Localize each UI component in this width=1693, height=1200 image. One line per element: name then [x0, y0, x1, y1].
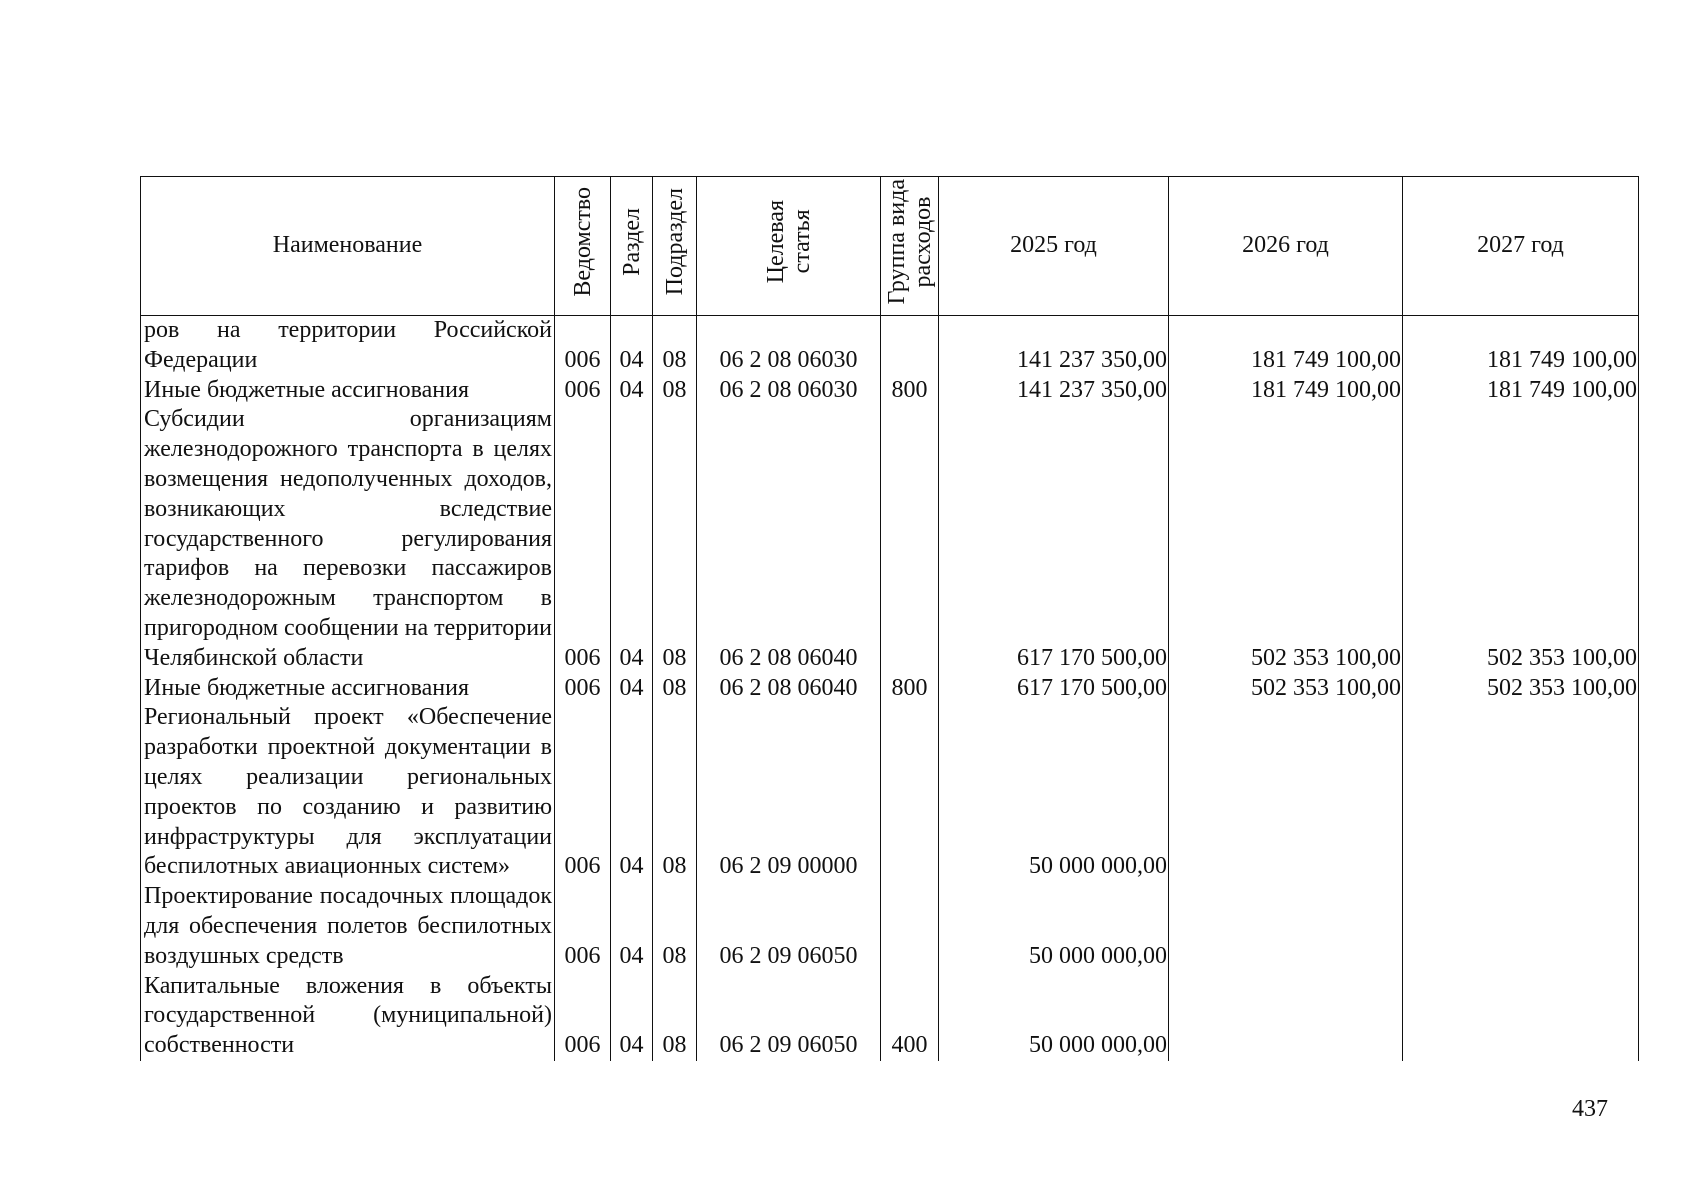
- header-name-label: Наименование: [272, 232, 423, 259]
- cell-name: Проектирование посадочных площадок для обеспечения полетов беспилотных воздушных средств: [141, 882, 555, 971]
- cell-vedomstvo: 006: [555, 674, 611, 704]
- cell-year-2025: 141 237 350,00: [939, 316, 1169, 376]
- cell-year-2026: [1169, 882, 1403, 971]
- cell-vedomstvo: 006: [555, 405, 611, 673]
- cell-razdel: 04: [611, 376, 653, 406]
- header-year-2026-label: 2026 год: [1242, 232, 1329, 259]
- header-razdel: [611, 177, 653, 316]
- cell-name: Региональный проект «Обеспечение разработки проектной документации в целях реализации региональных проектов по созданию и развитию инфраструктуры для эксплуатации беспилотных авиационных систем»: [141, 703, 555, 882]
- table-row: [141, 882, 1639, 971]
- cell-vedomstvo: 006: [555, 316, 611, 376]
- cell-gruppa: [881, 405, 939, 673]
- cell-year-2027: [1403, 882, 1639, 971]
- header-year-2027: [1403, 177, 1639, 316]
- cell-razdel: 04: [611, 703, 653, 882]
- cell-year-2025: 141 237 350,00: [939, 376, 1169, 406]
- cell-gruppa: 800: [881, 674, 939, 704]
- cell-tselevaya-statya: 06 2 08 06030: [697, 376, 881, 406]
- header-name: [141, 177, 555, 316]
- cell-year-2026: [1169, 703, 1403, 882]
- table-row: [141, 674, 1639, 704]
- cell-name: Иные бюджетные ассигнования: [141, 674, 555, 704]
- cell-year-2025: 617 170 500,00: [939, 405, 1169, 673]
- cell-razdel: 04: [611, 882, 653, 971]
- cell-razdel: 04: [611, 674, 653, 704]
- header-podrazdel-label: Подраздел: [661, 187, 688, 296]
- cell-razdel: 04: [611, 405, 653, 673]
- cell-year-2026: 502 353 100,00: [1169, 405, 1403, 673]
- cell-year-2027: 502 353 100,00: [1403, 674, 1639, 704]
- cell-year-2025: 50 000 000,00: [939, 882, 1169, 971]
- table-row: [141, 405, 1639, 673]
- cell-vedomstvo: 006: [555, 882, 611, 971]
- header-year-2025: [939, 177, 1169, 316]
- cell-podrazdel: 08: [653, 405, 697, 673]
- cell-year-2026: 181 749 100,00: [1169, 376, 1403, 406]
- cell-tselevaya-statya: 06 2 09 06050: [697, 882, 881, 971]
- cell-tselevaya-statya: 06 2 08 06040: [697, 674, 881, 704]
- header-vedomstvo-label: Ведомство: [569, 186, 596, 297]
- header-year-2027-label: 2027 год: [1477, 232, 1564, 259]
- budget-table: [140, 176, 1639, 1061]
- header-year-2025-label: 2025 год: [1010, 232, 1097, 259]
- header-podrazdel: [653, 177, 697, 316]
- cell-year-2026: [1169, 972, 1403, 1061]
- cell-year-2027: 181 749 100,00: [1403, 376, 1639, 406]
- header-gruppa-label: Группа вида расходов: [883, 178, 936, 305]
- cell-podrazdel: 08: [653, 376, 697, 406]
- header-vedomstvo: [555, 177, 611, 316]
- page-number: 437: [1572, 1096, 1608, 1122]
- cell-gruppa: [881, 703, 939, 882]
- cell-gruppa: [881, 882, 939, 971]
- header-tselevaya-statya-label: Целевая статья: [762, 199, 815, 284]
- cell-name: ров на территории Российской Федерации: [141, 316, 555, 376]
- header-razdel-label: Раздел: [618, 207, 645, 276]
- header-tselevaya-statya: [697, 177, 881, 316]
- cell-gruppa: 400: [881, 972, 939, 1061]
- cell-vedomstvo: 006: [555, 376, 611, 406]
- cell-gruppa: [881, 316, 939, 376]
- cell-vedomstvo: 006: [555, 972, 611, 1061]
- cell-year-2027: 502 353 100,00: [1403, 405, 1639, 673]
- cell-name: Иные бюджетные ассигнования: [141, 376, 555, 406]
- cell-tselevaya-statya: 06 2 08 06040: [697, 405, 881, 673]
- cell-tselevaya-statya: 06 2 09 00000: [697, 703, 881, 882]
- cell-year-2025: 50 000 000,00: [939, 703, 1169, 882]
- cell-razdel: 04: [611, 316, 653, 376]
- cell-name: Субсидии организациям железнодорожного транспорта в целях возмещения недополученных доходов, возникающих вследствие государственного регулирования тарифов на перевозки пассажиров железнодорожным транспортом в пригородном сообщении на территории Челябинской области: [141, 405, 555, 673]
- table-row: [141, 376, 1639, 406]
- cell-vedomstvo: 006: [555, 703, 611, 882]
- cell-year-2025: 617 170 500,00: [939, 674, 1169, 704]
- table-row: [141, 316, 1639, 376]
- cell-year-2027: 181 749 100,00: [1403, 316, 1639, 376]
- cell-podrazdel: 08: [653, 972, 697, 1061]
- cell-year-2025: 50 000 000,00: [939, 972, 1169, 1061]
- cell-year-2027: [1403, 703, 1639, 882]
- cell-tselevaya-statya: 06 2 08 06030: [697, 316, 881, 376]
- cell-podrazdel: 08: [653, 703, 697, 882]
- cell-podrazdel: 08: [653, 674, 697, 704]
- header-year-2026: [1169, 177, 1403, 316]
- table-row: [141, 703, 1639, 882]
- cell-podrazdel: 08: [653, 316, 697, 376]
- header-gruppa: [881, 177, 939, 316]
- cell-name: Капитальные вложения в объекты государственной (муниципальной) собственности: [141, 972, 555, 1061]
- cell-gruppa: 800: [881, 376, 939, 406]
- cell-tselevaya-statya: 06 2 09 06050: [697, 972, 881, 1061]
- table-row: [141, 972, 1639, 1061]
- cell-year-2027: [1403, 972, 1639, 1061]
- cell-razdel: 04: [611, 972, 653, 1061]
- cell-year-2026: 502 353 100,00: [1169, 674, 1403, 704]
- table-header-row: [141, 177, 1639, 316]
- cell-podrazdel: 08: [653, 882, 697, 971]
- cell-year-2026: 181 749 100,00: [1169, 316, 1403, 376]
